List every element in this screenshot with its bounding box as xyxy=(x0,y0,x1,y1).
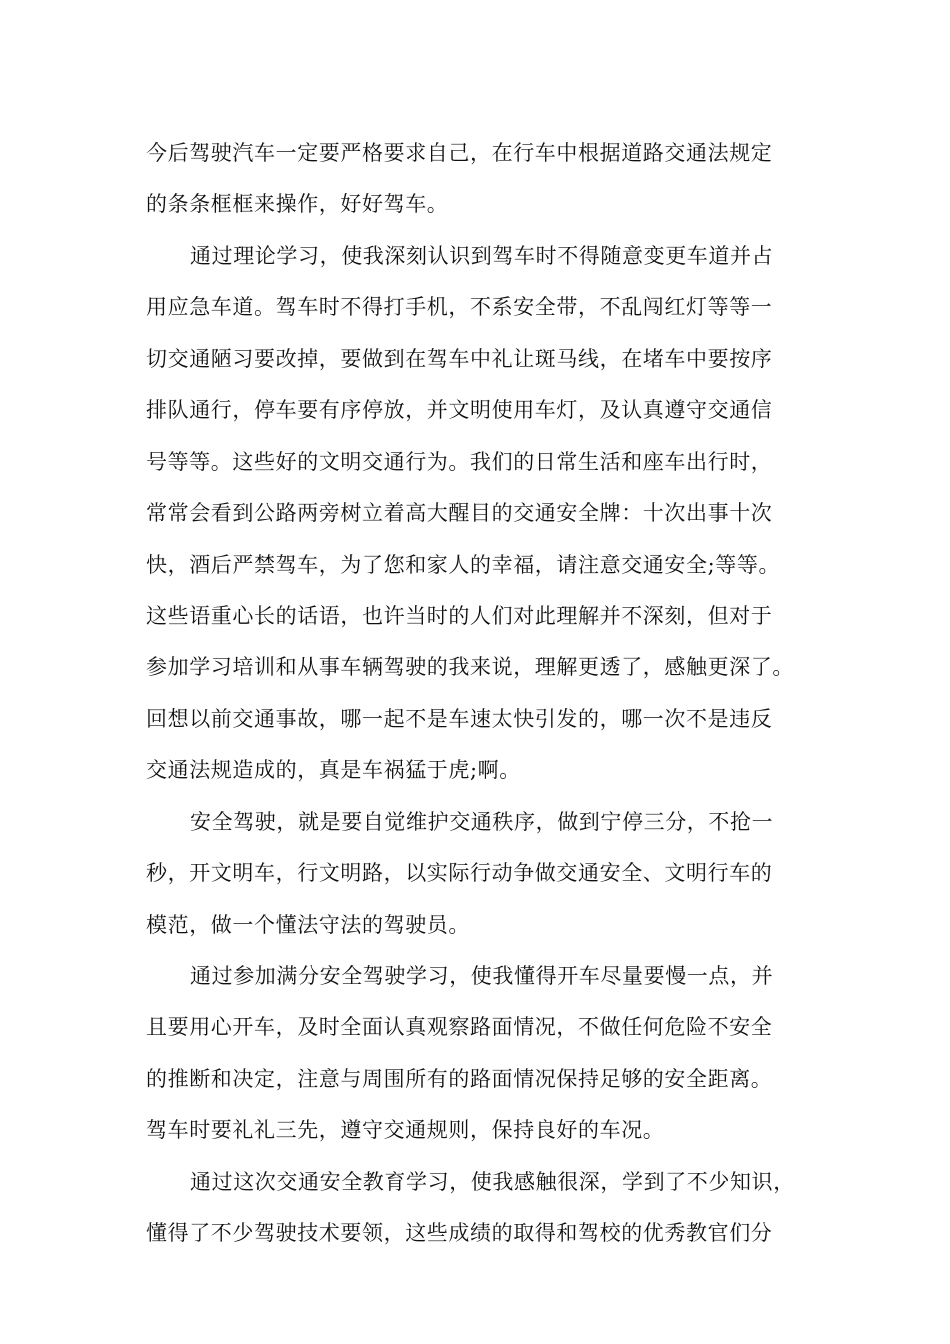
text-line: 交通法规造成的，真是车祸猛于虎;啊。 xyxy=(146,758,521,783)
paragraph-start-line: 通过参加满分安全驾驶学习，使我懂得开车尽量要慢一点，并 xyxy=(190,964,774,988)
paragraph-start-line: 安全驾驶，就是要自觉维护交通秩序，做到宁停三分，不抢一 xyxy=(190,809,774,834)
text-line: 排队通行，停车要有序停放，并文明使用车灯，及认真遵守交通信 xyxy=(146,398,773,423)
text-line: 参加学习培训和从事车辆驾驶的我来说，理解更透了，感触更深了。 xyxy=(146,655,794,680)
text-line: 的推断和决定，注意与周围所有的路面情况保持足够的安全距离。 xyxy=(146,1066,773,1091)
text-line: 今后驾驶汽车一定要严格要求自己，在行车中根据道路交通法规定 xyxy=(146,141,773,165)
text-line: 常常会看到公路两旁树立着高大醒目的交通安全牌：十次出事十次 xyxy=(146,501,773,526)
paragraph-start-line: 通过这次交通安全教育学习，使我感触很深，学到了不少知识， xyxy=(190,1169,795,1194)
text-line: 的条条框框来操作，好好驾车。 xyxy=(146,192,449,217)
document-body xyxy=(146,128,846,1260)
text-line: 且要用心开车，及时全面认真观察路面情况，不做任何危险不安全 xyxy=(146,1015,773,1040)
text-line: 驾车时要礼礼三先，遵守交通规则，保持良好的车况。 xyxy=(146,1118,665,1143)
text-line: 快，酒后严禁驾车，为了您和家人的幸福，请注意交通安全;等等。 xyxy=(146,552,781,577)
text-line: 秒，开文明车，行文明路，以实际行动争做交通安全、文明行车的 xyxy=(146,861,773,886)
paragraph-start-line: 通过理论学习，使我深刻认识到驾车时不得随意变更车道并占 xyxy=(190,243,774,268)
text-line: 这些语重心长的话语，也许当时的人们对此理解并不深刻，但对于 xyxy=(146,603,773,628)
text-line: 号等等。这些好的文明交通行为。我们的日常生活和座车出行时， xyxy=(146,449,773,474)
text-line: 模范，做一个懂法守法的驾驶员。 xyxy=(146,912,470,937)
text-line: 回想以前交通事故，哪一起不是车速太快引发的，哪一次不是违反 xyxy=(146,706,773,731)
text-line: 用应急车道。驾车时不得打手机，不系安全带，不乱闯红灯等等一 xyxy=(146,295,773,320)
text-line: 懂得了不少驾驶技术要领，这些成绩的取得和驾校的优秀教官们分 xyxy=(146,1221,773,1246)
text-line: 切交通陋习要改掉，要做到在驾车中礼让斑马线，在堵车中要按序 xyxy=(146,346,773,371)
